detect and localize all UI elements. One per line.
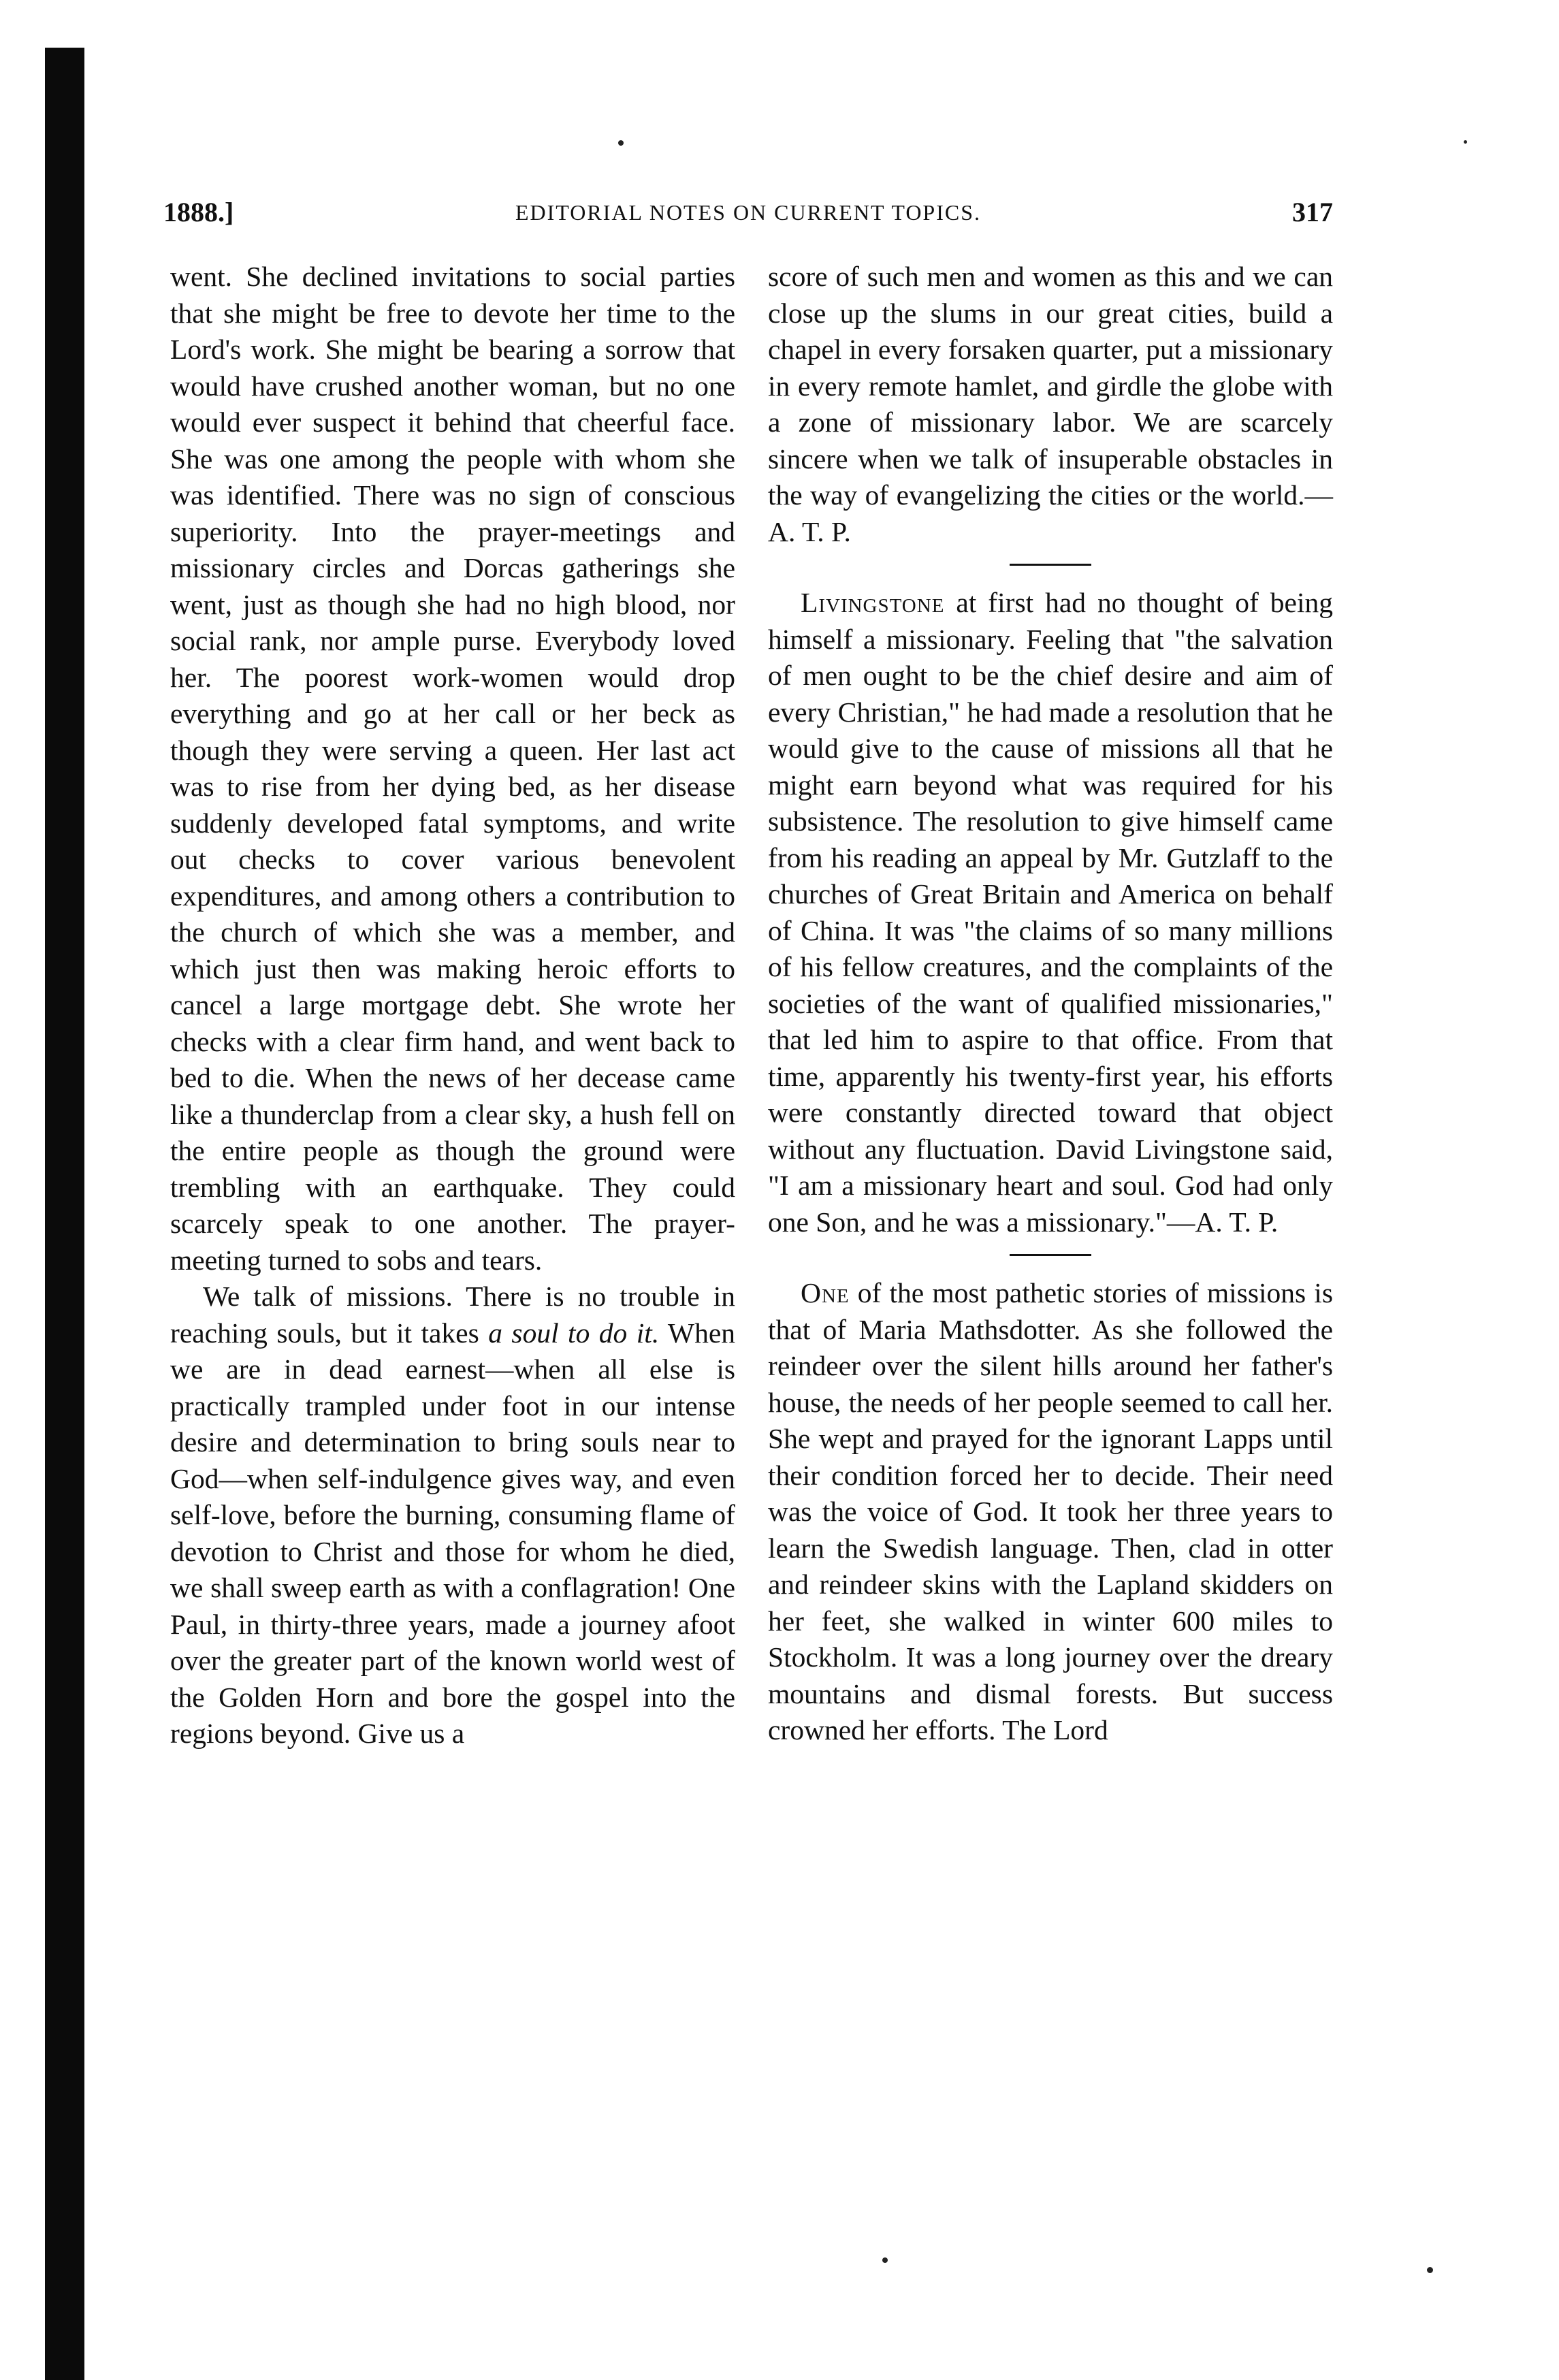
- section-divider: [1010, 564, 1091, 566]
- paragraph: [170, 1279, 735, 1752]
- running-title: EDITORIAL NOTES ON CURRENT TOPICS.: [515, 200, 982, 225]
- paragraph: [768, 1275, 1333, 1749]
- paragraph: went. She declined invitations to social parties that she might be free to devote her time to the Lord's work. She might be bearing a sorrow that would have crushed another woman, but no one would ever suspect it behind that cheerful face. She was one among the people with whom she was identified. There was no sign of conscious superiority. Into the prayer-meetings and missionary circles and Dorcas gatherings she went, just as though she had no high blood, nor social rank, nor ample purse. Everybody loved her. The poorest work-women would drop everything and go at her call or her beck as though they were serving a queen. Her last act was to rise from her dying bed, as her disease suddenly developed fatal symptoms, and write out checks to cover various benevolent expenditures, and among others a contribution to the church of which she was a member, and which just then was making heroic efforts to cancel a large mortgage debt. She wrote her checks with a clear firm hand, and went back to bed to die. When the news of her decease came like a thunderclap from a clear sky, a hush fell on the entire people as though the ground were trembling with an earthquake. They could scarcely speak to one another. The prayer-meeting turned to sobs and tears.: [170, 261, 735, 1276]
- print-speck: [882, 2257, 888, 2263]
- page-number: 317: [1292, 197, 1333, 227]
- print-speck: [1427, 2267, 1433, 2273]
- lead-word: One: [801, 1277, 850, 1308]
- page-header: [163, 196, 1333, 237]
- paragraph: [768, 585, 1333, 1240]
- print-speck: [618, 140, 624, 146]
- section-divider: [1010, 1254, 1091, 1256]
- right-column: [768, 259, 1333, 1749]
- paragraph-text: at first had no thought of being himself a missionary. Feeling that "the salvation of men ought to be the chief desire and aim of every Christian," he had made a resolution that he would give to the cause of missions all that he might earn beyond what was required for his subsistence. The resolution to give himself came from his reading an appeal by Mr. Gutzlaff to the churches of Great Britain and America on behalf of China. It was "the claims of so many millions of his fellow creatures, and the complaints of the societies of the want of qualified missionaries," that led him to aspire to that office. From that time, apparently his twenty-first year, his efforts were constantly directed toward that object without any fluctuation. David Livingstone said, "I am a missionary heart and soul. God had only one Son, and he was a missionary."—A. T. P.: [768, 587, 1333, 1238]
- header-year: 1888.]: [163, 197, 234, 227]
- lead-word: Livingstone: [801, 587, 945, 618]
- emphasis-text: a soul to do it.: [488, 1317, 660, 1349]
- paragraph-text: When we are in dead earnest—when all else is practically trampled under foot in our intense desire and determination to bring souls near to God—when self-indulgence gives way, and even self-love, before the burning, consuming flame of devotion to Christ and those for whom he died, we shall sweep earth as with a conflagration! One Paul, in thirty-three years, made a journey afoot over the greater part of the known world west of the Golden Horn and bore the gospel into the regions beyond. Give us a: [170, 1317, 735, 1749]
- print-speck: [1464, 140, 1467, 144]
- binding-edge: [45, 48, 84, 2380]
- paragraph-text: of the most pathetic stories of missions is that of Maria Mathsdotter. As she followed the reindeer over the silent hills around her father's house, the needs of her people seemed to call her. She wept and prayed for the ignorant Lapps until their condition forced her to decide. Their need was the voice of God. It took her three years to learn the Swedish language. Then, clad in otter and reindeer skins with the Lapland skidders on her feet, she walked in winter 600 miles to Stockholm. It was a long journey over the dreary mountains and dismal forests. But success crowned her efforts. The Lord: [768, 1277, 1333, 1746]
- paragraph-text: We talk of missions. There is no trouble in reaching souls, but it takes: [170, 1281, 735, 1349]
- left-column: [170, 259, 735, 1752]
- paragraph: score of such men and women as this and we can close up the slums in our great cities, build a chapel in every forsaken quarter, put a missionary in every remote hamlet, and girdle the globe with a zone of missionary labor. We are scarcely sincere when we talk of insuperable obstacles in the way of evangelizing the cities or the world.—A. T. P.: [768, 261, 1333, 547]
